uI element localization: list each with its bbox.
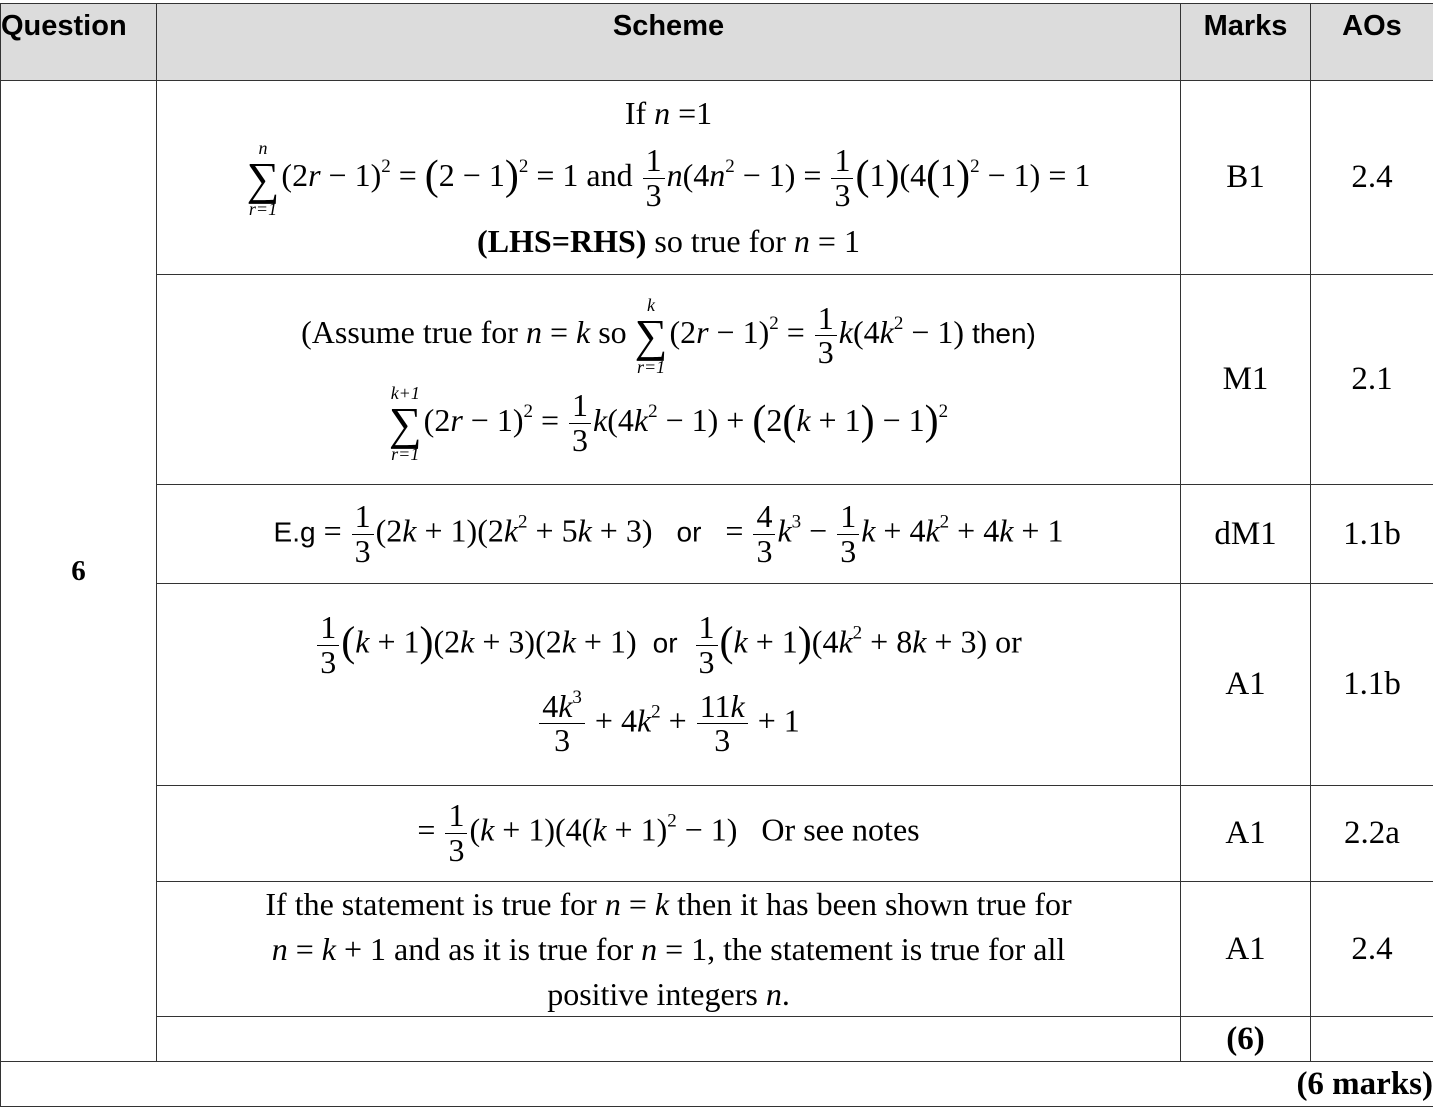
ao-code: 2.2a <box>1311 786 1433 882</box>
ao-code: 1.1b <box>1311 584 1433 786</box>
empty-scheme-cell <box>157 1017 1181 1062</box>
scheme-cell: If the statement is true for n = k then it has been shown true for n = k + 1 and as it is true for n = 1, the statement is true for all positive integers n. <box>157 882 1181 1017</box>
total-marks: (6 marks) <box>1 1062 1433 1107</box>
mark-code: B1 <box>1181 81 1311 275</box>
table-row <box>1 786 1433 882</box>
mark-code: A1 <box>1181 786 1311 882</box>
question-number: 6 <box>1 81 157 1062</box>
scheme-cell: E.g = $\frac{1}{3}$ $(2k + 1)(2k^2 + 5k + 3)$ or = $\frac{4}{3}$ $k^3$ − $\frac{1}{3}$ $k + 4k^2 + 4k + 1$ <box>157 485 1181 584</box>
empty-ao-cell <box>1311 1017 1433 1062</box>
table-row <box>1 275 1433 485</box>
total-row <box>1 1062 1433 1107</box>
table-row <box>1 584 1433 786</box>
mark-code: A1 <box>1181 882 1311 1017</box>
header-marks: Marks <box>1181 4 1311 81</box>
ao-code: 2.4 <box>1311 81 1433 275</box>
mark-scheme-table <box>0 3 1433 1107</box>
ao-code: 1.1b <box>1311 485 1433 584</box>
header-row <box>1 4 1433 81</box>
scheme-cell: $\frac{1}{3}$ (k + 1)(2k + 3)(2k + 1) or $\frac{1}{3}$ $(k + 1)(4k^2 + 8k + 3)$ or $\frac{4k^3}{3}$ + $4k^2$ + $\frac{11k}{3}$ + 1 <box>157 584 1181 786</box>
mark-code: dM1 <box>1181 485 1311 584</box>
header-aos: AOs <box>1311 4 1433 81</box>
subtotal-marks: (6) <box>1181 1017 1311 1062</box>
scheme-cell: If n =1 n ∑ r=1 $(2r - 1)^2 = (2 - 1)^2 = 1$ and $\frac{1}{3}$ $n(4n^2 - 1)$ = $\frac{1}{3}$ $(1)(4(1)^2 - 1) = 1$ (LHS=RHS) so true for n = 1 <box>157 81 1181 275</box>
table-row <box>1 485 1433 584</box>
ao-code: 2.4 <box>1311 882 1433 1017</box>
ao-code: 2.1 <box>1311 275 1433 485</box>
table-row <box>1 81 1433 275</box>
scheme-cell: (Assume true for n = k so k ∑ r=1 $(2r - 1)^2$ = $\frac{1}{3}$ $k(4k^2 - 1)$ then) k+1 ∑ r=1 $(2r - 1)^2$ = $\frac{1}{3}$ $k(4k^2 - 1) + (2(k + 1) - 1)^2$ <box>157 275 1181 485</box>
subtotal-row <box>1 1017 1433 1062</box>
table-row <box>1 882 1433 1017</box>
mark-code: M1 <box>1181 275 1311 485</box>
header-question: Question <box>1 4 157 81</box>
scheme-cell: = $\frac{1}{3}$ $(k + 1)(4(k + 1)^2 - 1)$ Or see notes <box>157 786 1181 882</box>
header-scheme: Scheme <box>157 4 1181 81</box>
mark-code: A1 <box>1181 584 1311 786</box>
